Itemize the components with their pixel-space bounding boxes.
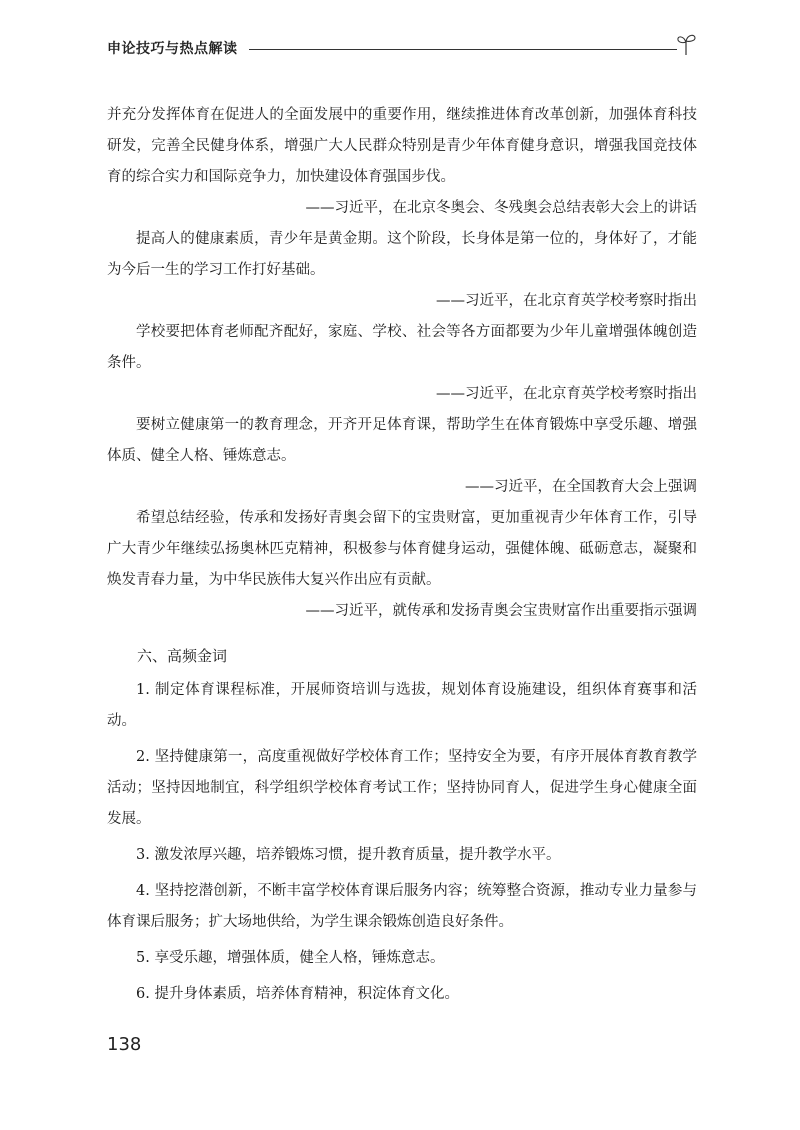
section-title: 六、高频金词 — [137, 647, 228, 665]
list-item: 3. 激发浓厚兴趣，培养锻炼习惯，提升教育质量，提升教学水平。 — [136, 847, 561, 863]
list-item: 2. 坚持健康第一，高度重视做好学校体育工作；坚持安全为要，有序开展体育教育教学活动；坚持因地制宜，科学组织学校体育考试工作；坚持协同育人，促进学生身心健康全面发展。 — [107, 749, 697, 827]
page-body — [107, 100, 697, 1015]
header-rule — [249, 49, 677, 50]
quote-paragraph-1: 并充分发挥体育在促进人的全面发展中的重要作用，继续推进体育改革创新，加强体育科技研发，完善全民健身体系，增强广大人民群众特别是青少年体育健身意识，增强我国竞技体育的综合实力和国际竞争力，加快建设体育强国步伐。 — [107, 107, 697, 185]
list-item: 1. 制定体育课程标准，开展师资培训与选拔，规划体育设施建设，组织体育赛事和活动。 — [107, 682, 697, 729]
quote-paragraph-4: 要树立健康第一的教育理念，开齐开足体育课，帮助学生在体育锻炼中享受乐趣、增强体质、健全人格、锤炼意志。 — [107, 417, 697, 464]
page-header — [107, 36, 697, 60]
quote-source-5: ——习近平，就传承和发扬青奥会宝贵财富作出重要指示强调 — [305, 603, 697, 619]
sprout-icon — [675, 32, 697, 56]
list-item: 4. 坚持挖潜创新，不断丰富学校体育课后服务内容；统筹整合资源，推动专业力量参与体育课后服务；扩大场地供给，为学生课余锻炼创造良好条件。 — [107, 883, 697, 930]
quote-source-2: ——习近平，在北京育英学校考察时指出 — [436, 293, 697, 309]
page-number: 138 — [107, 1034, 142, 1055]
quote-paragraph-5: 希望总结经验，传承和发扬好青奥会留下的宝贵财富，更加重视青少年体育工作，引导广大青少年继续弘扬奥林匹克精神，积极参与体育健身运动，强健体魄、砥砺意志，凝聚和焕发青春力量，为中华民族伟大复兴作出应有贡献。 — [107, 510, 697, 588]
quote-source-1: ——习近平，在北京冬奥会、冬残奥会总结表彰大会上的讲话 — [305, 200, 697, 216]
list-item: 5. 享受乐趣，增强体质，健全人格，锤炼意志。 — [136, 950, 445, 966]
quote-source-3: ——习近平，在北京育英学校考察时指出 — [436, 386, 697, 402]
list-item: 6. 提升身体素质，培养体育精神，积淀体育文化。 — [136, 986, 459, 1002]
quote-paragraph-2: 提高人的健康素质，青少年是黄金期。这个阶段，长身体是第一位的，身体好了，才能为今后一生的学习工作打好基础。 — [107, 231, 697, 278]
quote-source-4: ——习近平，在全国教育大会上强调 — [465, 479, 697, 495]
quote-paragraph-3: 学校要把体育老师配齐配好，家庭、学校、社会等各方面都要为少年儿童增强体魄创造条件。 — [107, 324, 697, 371]
header-title: 申论技巧与热点解读 — [107, 41, 238, 57]
